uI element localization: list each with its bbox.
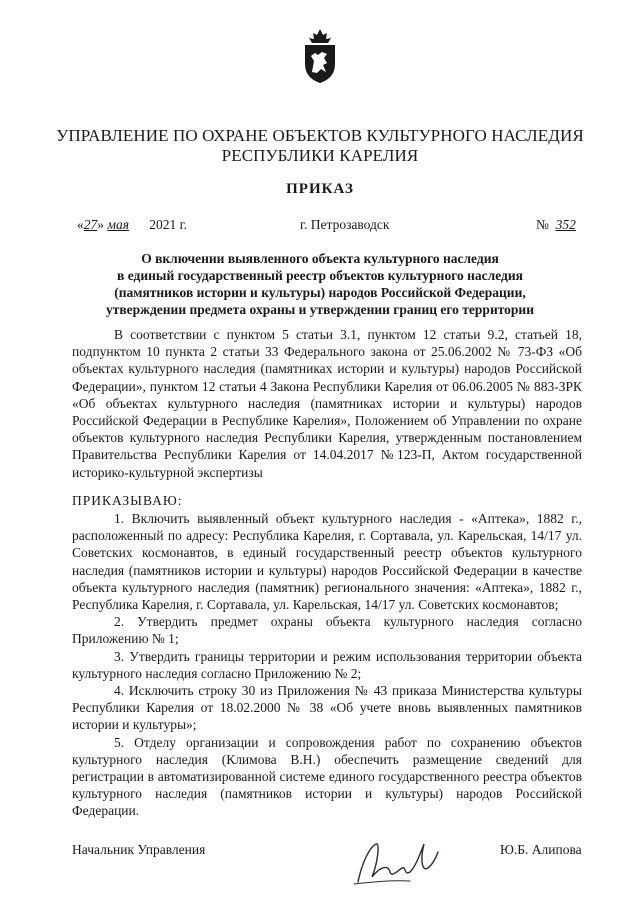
- order-number-label: №: [536, 217, 549, 232]
- decree-word: ПРИКАЗЫВАЮ:: [72, 493, 183, 508]
- agency-name: [40, 126, 600, 166]
- order-item-2: 2. Утвердить предмет охраны объекта культурного наследия согласно Приложению № 1;: [72, 614, 582, 647]
- date-month: мая: [107, 217, 130, 232]
- karelia-coat-of-arms-icon: [300, 28, 340, 84]
- date-quote-close: »: [97, 217, 104, 232]
- issue-city: г. Петрозаводск: [300, 217, 390, 232]
- handwritten-signature: [350, 832, 445, 892]
- order-date: [77, 217, 187, 233]
- order-number-value: 352: [555, 217, 576, 232]
- date-quote-open: «: [77, 217, 84, 232]
- document-type-title: ПРИКАЗ: [286, 181, 354, 197]
- order-item-1: 1. Включить выявленный объект культурного наследия - «Аптека», 1882 г., расположенный по адресу: Республика Карелия, г. Сортавала, ул. Карельская, 14/17 ул. Советских космонавтов, в единый государственный реестр объектов культурного наследия (памятников истории и культуры) народов Российской Федерации в качестве объекта культурного наследия (памятник) регионального значения: «Аптека», 1882 г., Республика Карелия, г. Сортавала, ул. Карельская, 14/17 ул. Советских космонавтов;: [72, 511, 582, 613]
- signatory-name: Ю.Б. Алипова: [500, 842, 582, 857]
- subject-line-4: утверждении предмета охраны и утверждении границ его территории: [106, 302, 534, 317]
- subject-line-3: (памятников истории и культуры) народов Российской Федерации,: [114, 285, 526, 300]
- order-number: [536, 217, 576, 233]
- signatory-position: Начальник Управления: [72, 842, 206, 857]
- subject-line-2: в единый государственный реестр объектов культурного наследия: [117, 268, 523, 283]
- order-subject: [60, 250, 580, 318]
- agency-line-2: РЕСПУБЛИКИ КАРЕЛИЯ: [221, 146, 419, 165]
- preamble-paragraph: В соответствии с пунктом 5 статьи 3.1, пунктом 12 статьи 9.2, статьей 18, подпунктом 10 пункта 2 статьи 33 Федерального закона от 25.06.2002 № 73-ФЗ «Об объектах культурного наследия (памятниках истории и культуры) народов Российской Федерации», пунктом 12 статьи 4 Закона Республики Карелия от 06.06.2005 № 883-ЗРК «Об объектах культурного наследия (памятниках истории и культуры) народов Российской Федерации в Республике Карелия», Положением об Управлении по охране объектов культурного наследия Республики Карелия, утвержденным постановлением Правительства Республики Карелия от 14.04.2017 №123-П, Актом государственной историко-культурной экспертизы: [72, 327, 582, 480]
- order-item-3: 3. Утвердить границы территории и режим использования территории объекта культурного наследия согласно Приложению № 2;: [72, 648, 582, 681]
- order-item-5: 5. Отделу организации и сопровождения работ по сохранению объектов культурного наследия (Климова В.Н.) обеспечить размещение сведений для регистрации в автоматизированной системе единого государственного реестра объектов культурного наследия (памятников истории и культуры) народов Российской Федерации.: [72, 734, 582, 819]
- subject-line-1: О включении выявленного объекта культурного наследия: [141, 251, 499, 266]
- order-items: [72, 510, 582, 820]
- date-year: 2021 г.: [149, 217, 188, 232]
- agency-line-1: УПРАВЛЕНИЕ ПО ОХРАНЕ ОБЪЕКТОВ КУЛЬТУРНОГО НАСЛЕДИЯ: [56, 126, 584, 145]
- order-item-4: 4. Исключить строку 30 из Приложения № 43 приказа Министерства культуры Республики Карелия от 18.02.2000 № 38 «Об учете вновь выявленных памятников истории и культуры»;: [72, 683, 582, 733]
- date-day: 27: [83, 217, 98, 232]
